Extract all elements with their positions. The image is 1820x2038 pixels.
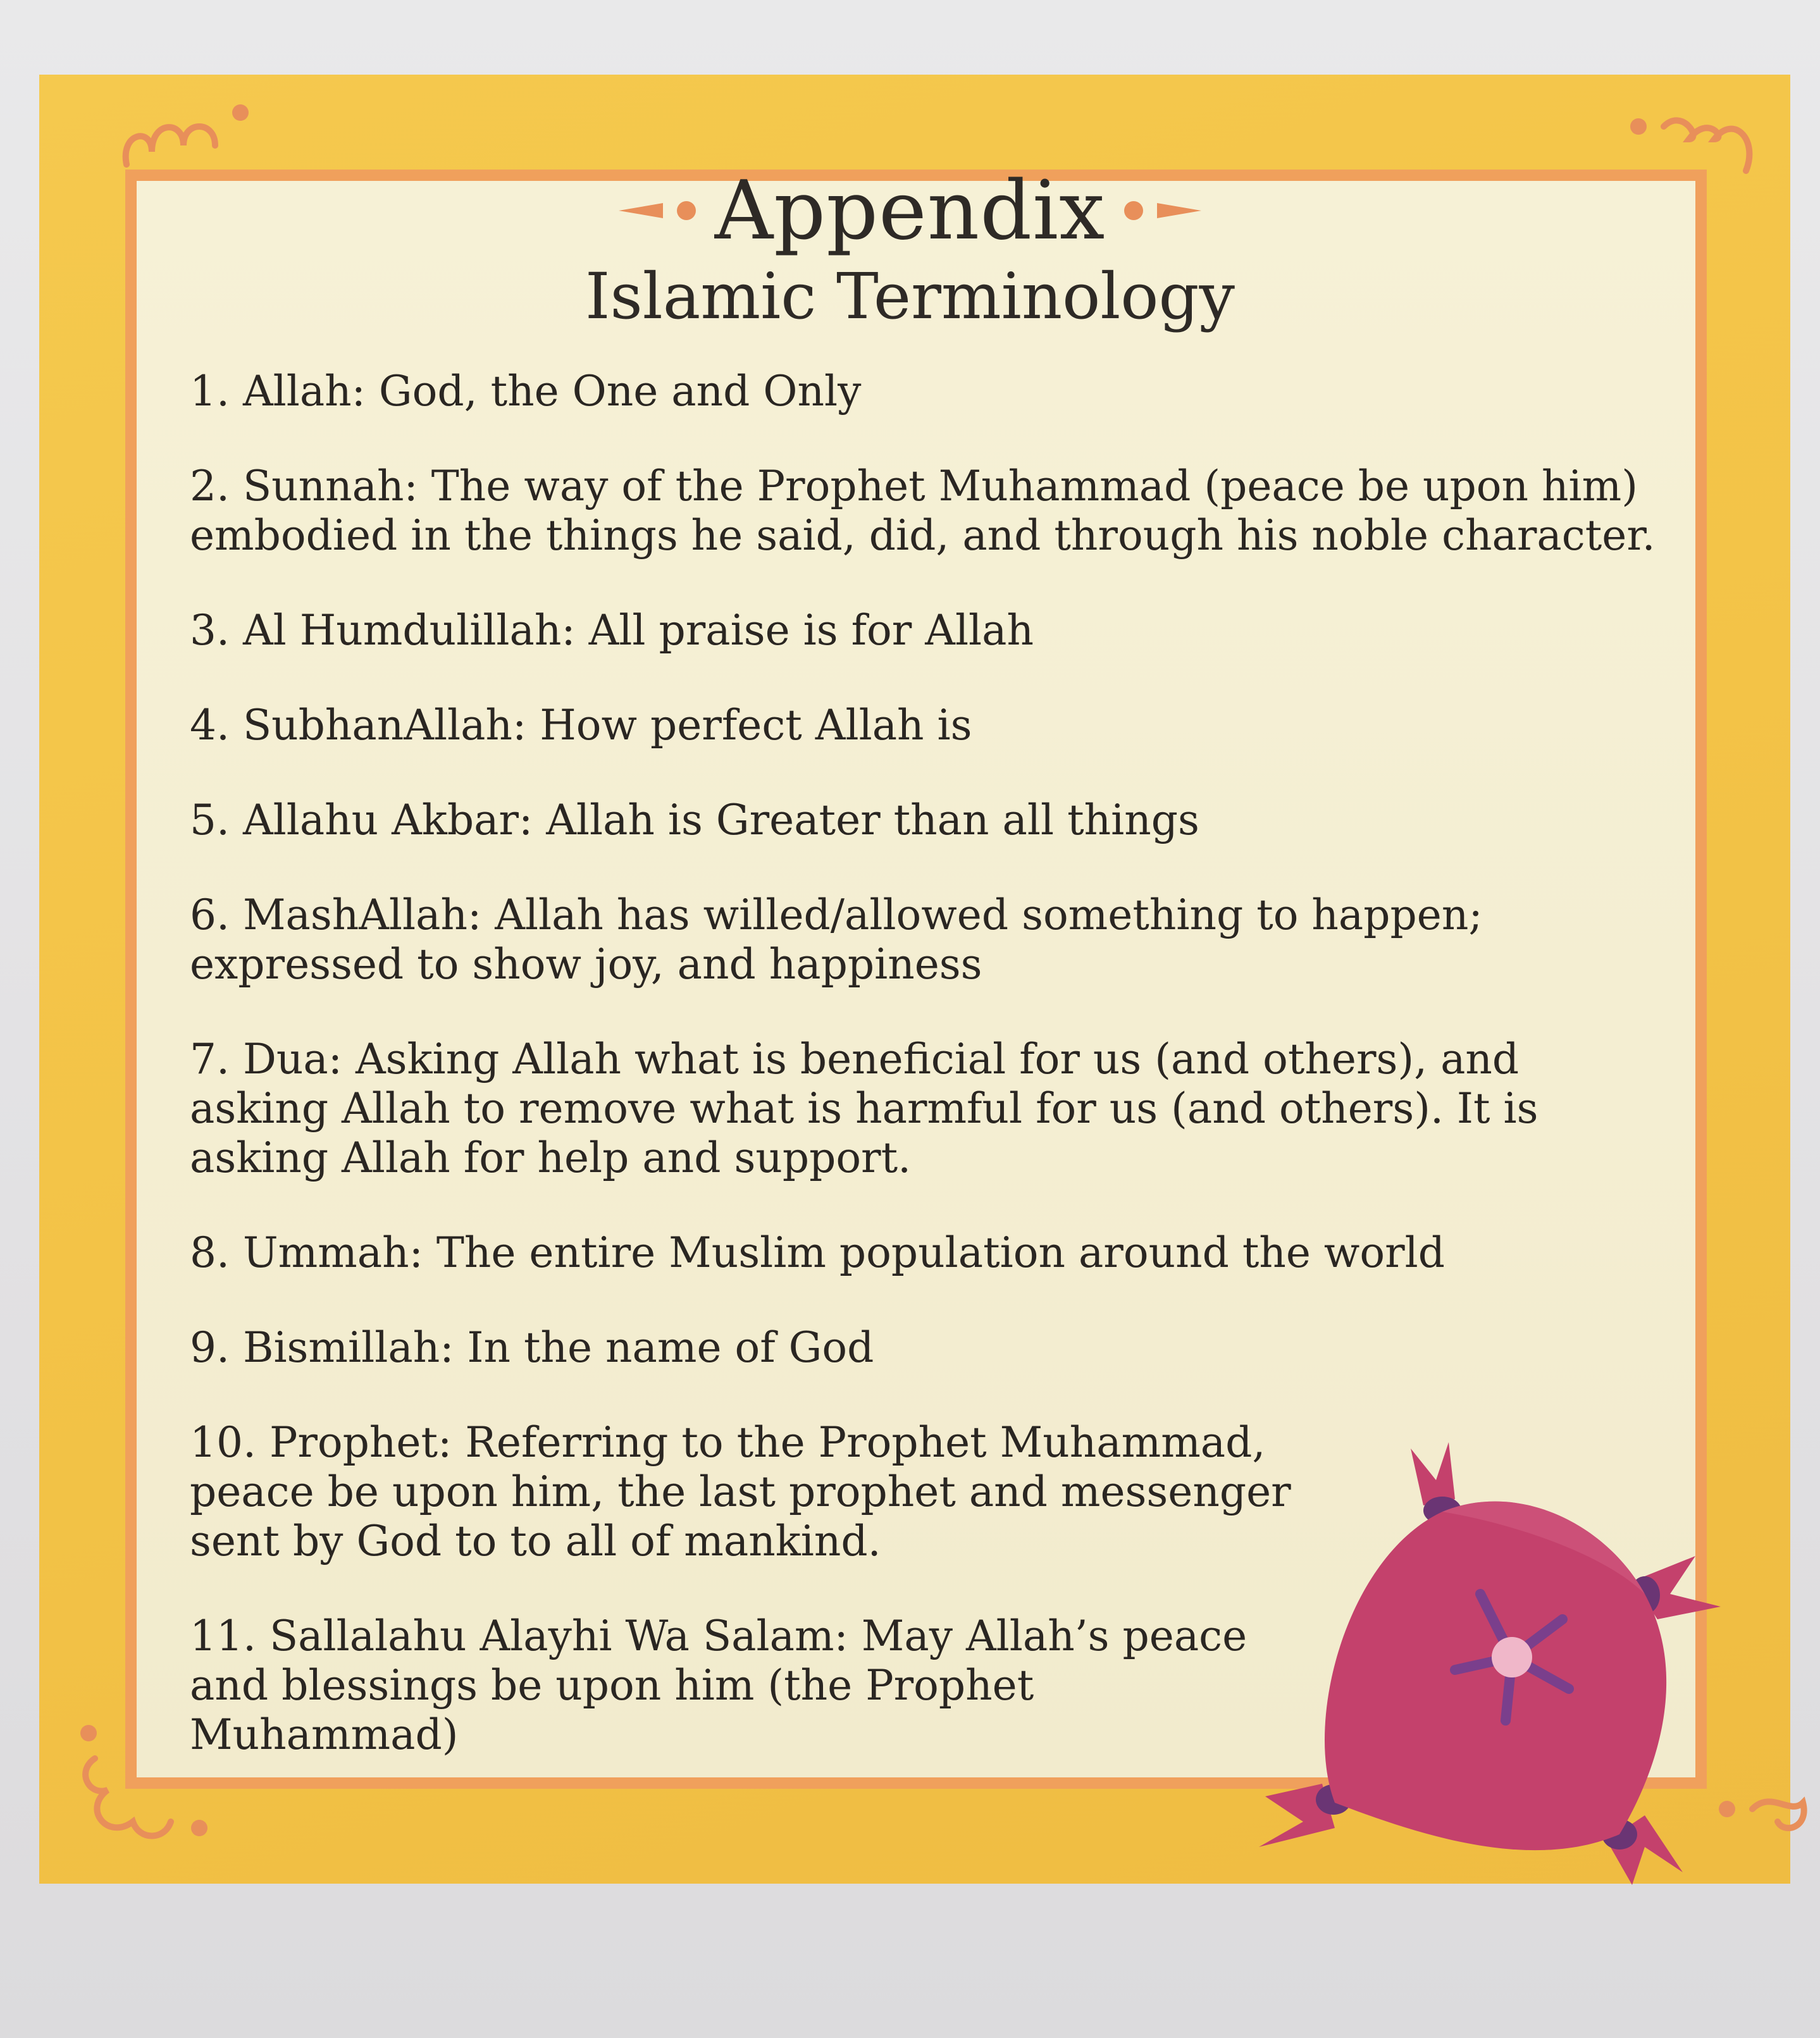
cushion-illustration [1253, 1430, 1733, 1898]
list-item: 7. Dua: Asking Allah what is beneficial for us (and others), and asking Allah to remove what is harmful for us (and others). It is asking Allah for help and support. [190, 1035, 1538, 1182]
list-item: 9. Bismillah: In the name of God [190, 1323, 874, 1372]
list-item: 11. Sallalahu Alayhi Wa Salam: May Allah’s peace and blessings be upon him (the Prophet Muhammad) [190, 1612, 1247, 1759]
list-item: 2. Sunnah: The way of the Prophet Muhammad (peace be upon him) embodied in the things he said, did, and through his noble character. [190, 462, 1656, 560]
list-item: 4. SubhanAllah: How perfect Allah is [190, 701, 972, 750]
list-item: 1. Allah: God, the One and Only [190, 367, 862, 416]
page-subtitle: Islamic Terminology [585, 259, 1235, 333]
list-item: 6. MashAllah: Allah has willed/allowed something to happen; expressed to show joy, and happiness [190, 891, 1483, 989]
list-item: 5. Allahu Akbar: Allah is Greater than all things [190, 796, 1199, 844]
arrow-ornament-icon [1124, 201, 1201, 220]
list-item: 10. Prophet: Referring to the Prophet Muhammad, peace be upon him, the last prophet and messenger sent by God to to all of mankind. [190, 1418, 1291, 1566]
arrow-ornament-icon [619, 201, 696, 220]
title-row [0, 163, 1820, 258]
page-title: Appendix [714, 163, 1106, 258]
list-item: 3. Al Humdulillah: All praise is for Allah [190, 606, 1034, 655]
list-item: 8. Ummah: The entire Muslim population around the world [190, 1228, 1445, 1277]
